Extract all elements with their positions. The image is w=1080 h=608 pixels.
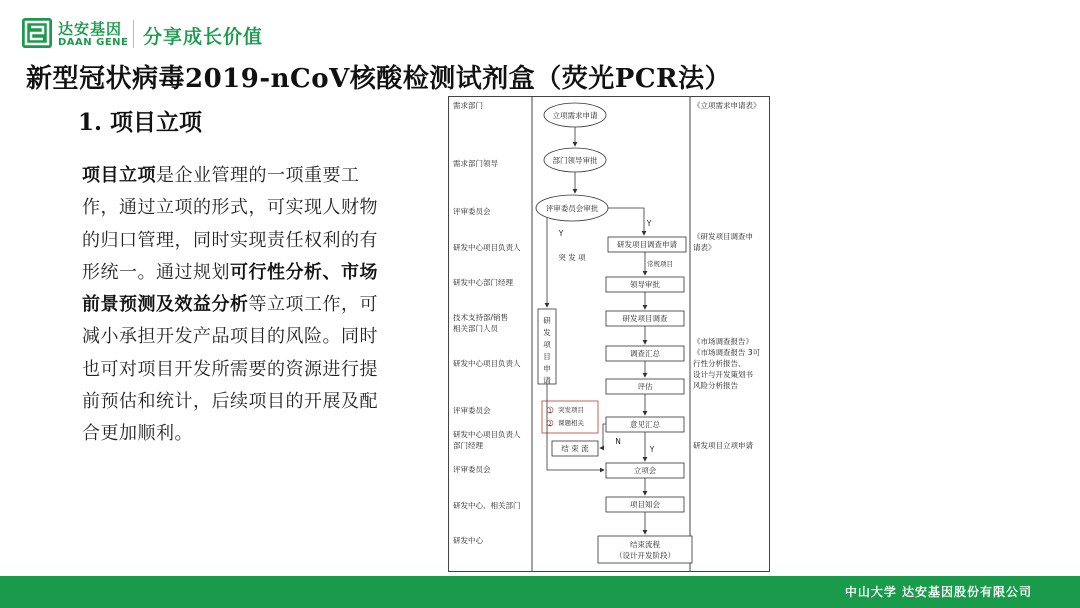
footer-company: 中山大学 达安基因股份有限公司 [844, 585, 1032, 599]
footer-bar [0, 576, 1080, 608]
role-label: 研发中心、相关部门 [453, 501, 521, 510]
node-label: 立项需求申请 [552, 111, 598, 120]
note-number: 1 [548, 408, 552, 415]
doc-label: 设计与开发策划书 [693, 370, 753, 379]
doc-label: 《立项需求申请表》 [693, 101, 761, 110]
node-label: （设计开发阶段） [615, 551, 675, 560]
body-bold-1: 项目立项 [82, 165, 156, 186]
role-label: 部门经理 [453, 441, 483, 450]
project-flowchart [448, 96, 770, 572]
node-label: 评估 [637, 382, 653, 391]
node-label: 结束流程 [630, 540, 660, 549]
role-label: 需求部门领导 [453, 159, 498, 168]
role-label: 研发中心部门经理 [453, 278, 513, 287]
role-label: 评审委员会 [453, 207, 491, 216]
section-title: 1. 项目立项 [78, 109, 203, 136]
company-logo-icon [22, 18, 52, 48]
node-label: 研发项目调查 [622, 314, 668, 323]
doc-label: 行性分析报告、 [693, 359, 746, 368]
role-label: 研发中心 [453, 536, 483, 545]
node-label: Y [649, 445, 655, 454]
note-number: 2 [548, 421, 552, 428]
role-label: 研发中心项目负责人 [453, 359, 521, 368]
note-label: 突发项目 [558, 406, 584, 414]
role-label: 需求部门 [453, 101, 483, 110]
body-bold-2: 可行性分析、市场前景预测及效益分析 [82, 261, 378, 316]
role-label: 相关部门人员 [453, 324, 498, 333]
node-label: 项目知会 [630, 500, 660, 509]
node-label: 项 [543, 340, 551, 349]
brand-name: 达安基因 [58, 20, 123, 38]
doc-label: 请表》 [693, 243, 716, 252]
node-label: N [615, 437, 621, 446]
slogan: 分享成长价值 [143, 26, 264, 48]
node-label: 立项会 [633, 466, 657, 475]
brand-name-en: DAAN GENE [58, 37, 129, 48]
node-label: 常规项目 [647, 260, 673, 268]
node-label: Y [558, 229, 564, 238]
doc-label: 《市场调查报告》 [693, 337, 753, 346]
node-label: 研发项目调查申请 [617, 240, 677, 249]
header-divider [133, 20, 134, 48]
node-label: 部门领导审批 [552, 156, 598, 165]
node-label: 发 [543, 328, 551, 337]
node-label: 评审委员会审批 [545, 204, 599, 213]
node-label: 申 [543, 364, 551, 373]
doc-label: 《市场调查报告 3可 [693, 348, 761, 357]
role-label: 评审委员会 [453, 406, 491, 415]
flowchart-svg [448, 96, 770, 572]
node-label: Y [646, 219, 652, 228]
body-text-1: 是企业管理的一项重要工作，通过立项的形式，可实现人财物的归口管理，同时实现责任权利的有形统一。通过规划 [82, 165, 378, 283]
role-label: 评审委员会 [453, 465, 491, 474]
node-label: 结 束 流 [561, 444, 589, 453]
body-text-2: 等立项工作，可减小承担开发产品项目的风险。同时也可对项目开发所需要的资源进行提前预估和统计，后续项目的开展及配合更加顺利。 [82, 294, 378, 445]
doc-label: 《研发项目调查申 [693, 232, 753, 241]
node-label: 意见汇总 [630, 420, 660, 429]
node-label: 目 [543, 352, 551, 361]
node-label: 请 [543, 376, 551, 385]
node-label: 调查汇总 [630, 349, 660, 358]
node-label: 领导审批 [630, 280, 660, 289]
doc-label: 研发项目立项申请 [693, 441, 753, 450]
node-label: 突 发 项 [558, 253, 586, 262]
role-label: 研发中心项目负责人 [453, 430, 521, 439]
doc-label: 风险分析报告 [693, 381, 738, 390]
role-label: 技术支持部/销售 [453, 313, 509, 322]
node-label: 研 [543, 316, 551, 325]
body-paragraph [82, 160, 378, 451]
page-title: 新型冠状病毒2019-nCoV核酸检测试剂盒（荧光PCR法） [26, 64, 732, 94]
role-label: 研发中心项目负责人 [453, 243, 521, 252]
note-label: 课题相关 [558, 419, 584, 427]
